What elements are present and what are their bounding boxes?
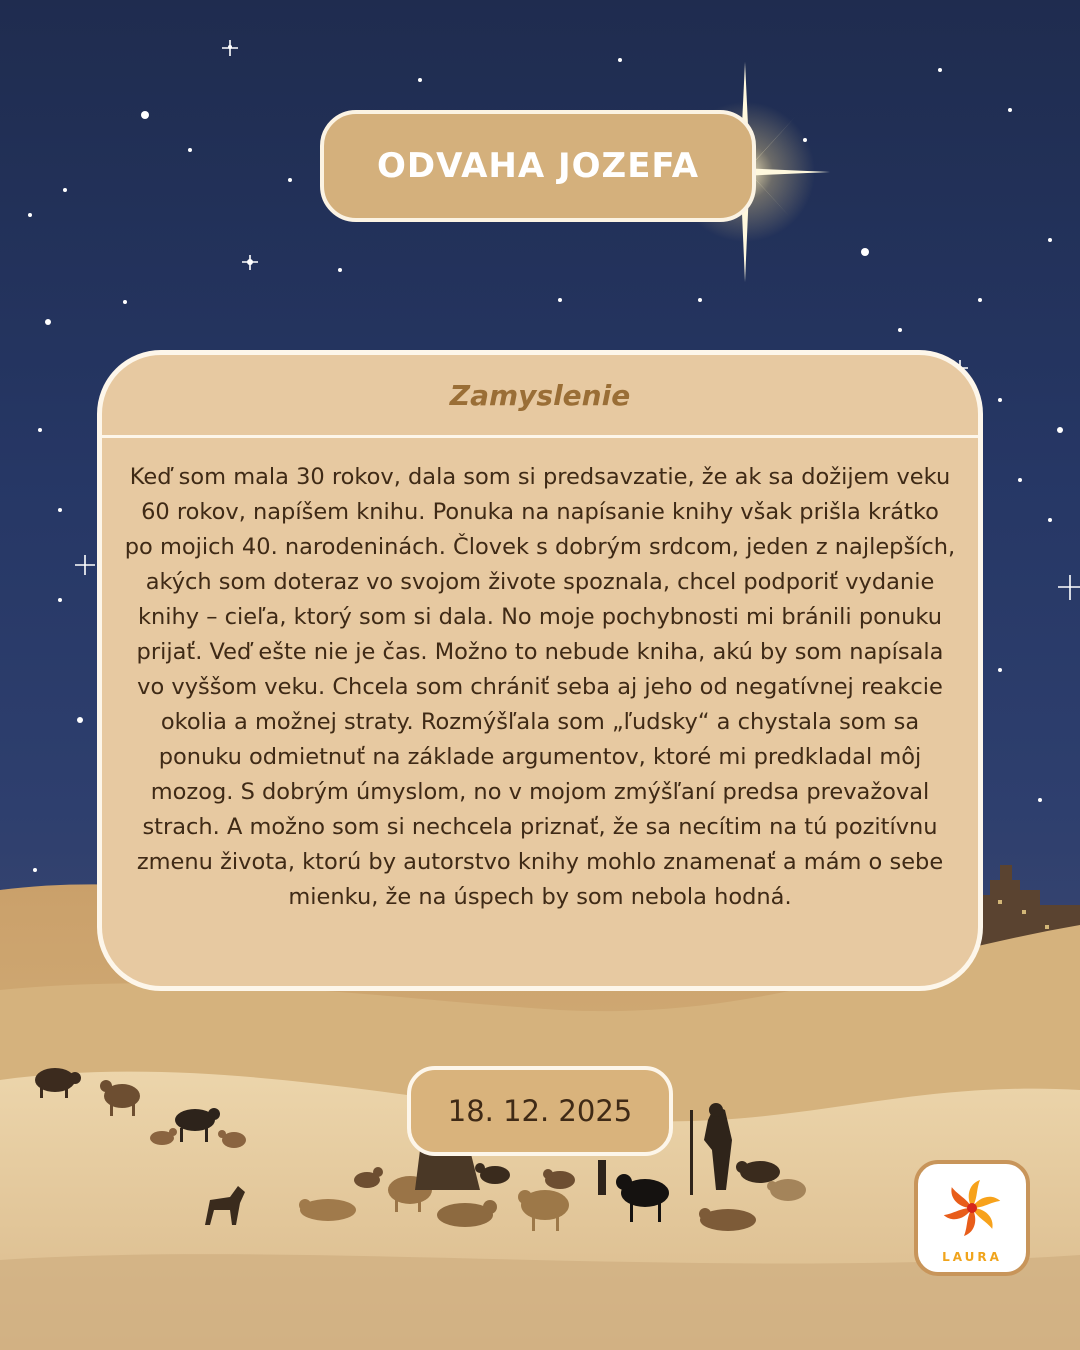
card-header (102, 355, 978, 438)
title-banner (320, 110, 756, 222)
card-body-text: Keď som mala 30 rokov, dala som si predsavzatie, že ak sa dožijem veku 60 rokov, napíšem knihu. Ponuka na napísanie knihy však prišla krátko po mojich 40. narodeninách. Človek s dobrým srdcom, jeden z najlepších, akých som doteraz vo svojom živote spoznala, chcel podporiť vydanie knihy – cieľa, ktorý som si dala. No moje pochybnosti mi bránili ponuku prijať. Veď ešte nie je čas. Možno to nebude kniha, akú by som napísala vo vyššom veku. Chcela som chrániť seba aj jeho od negatívnej reakcie okolia a možnej straty. Rozmýšľala som „ľudsky“ a chystala som sa ponuku odmietnuť na základe argumentov, ktoré mi predkladal môj mozog. S dobrým úmyslom, no v mojom zmýšľaní predsa prevažoval strach. A možno som si nechcela priznať, že sa necítim na tú pozitívnu zmenu života, ktorú by autorstvo knihy mohlo znamenať a mám o sebe mienku, že na úspech by som nebola hodná. (124, 464, 956, 910)
laura-logo (914, 1160, 1030, 1276)
date-badge (407, 1066, 673, 1156)
date-text: 18. 12. 2025 (447, 1094, 633, 1128)
logo-text: LAURA (942, 1250, 1002, 1264)
reflection-card (97, 350, 983, 991)
card-heading: Zamyslenie (449, 378, 631, 412)
page-title: ODVAHA JOZEFA (376, 146, 700, 186)
